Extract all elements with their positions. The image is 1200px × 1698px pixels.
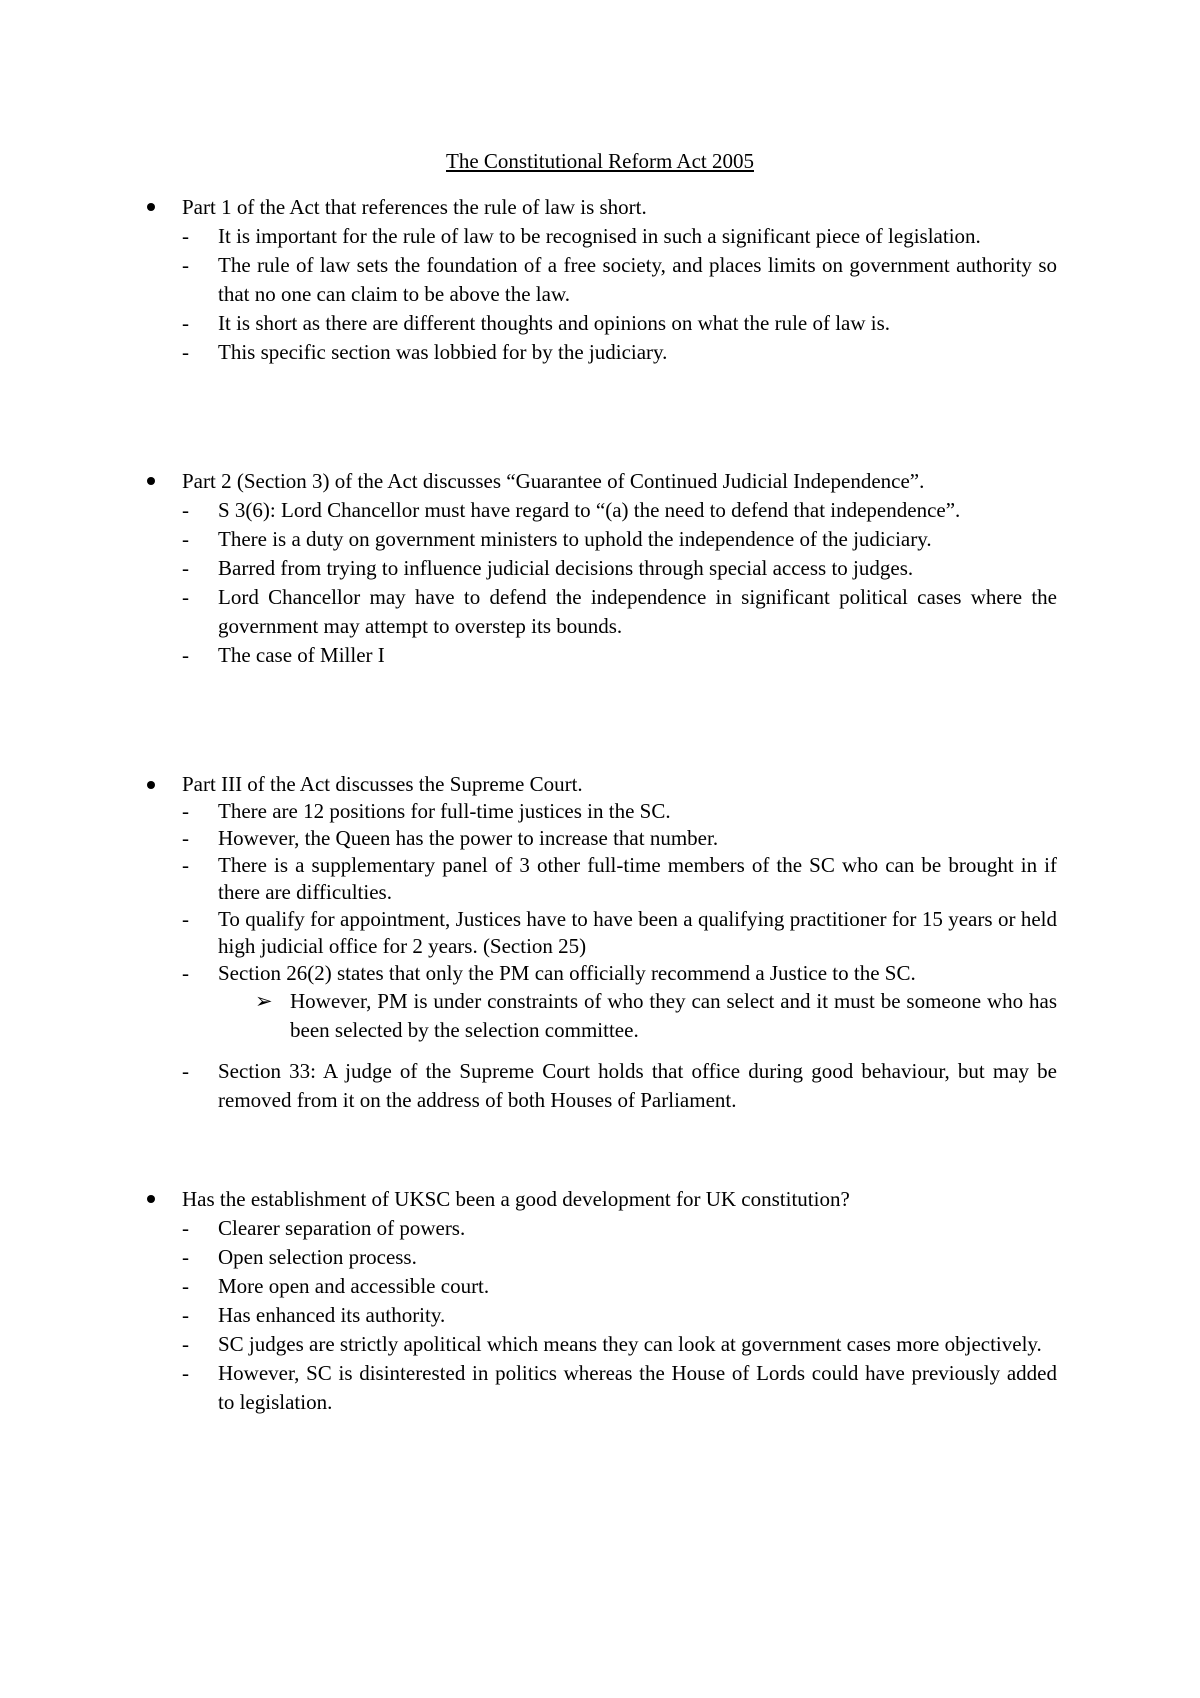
dash-icon: - — [182, 224, 189, 248]
bullet-icon — [147, 477, 155, 485]
list-item: - However, the Queen has the power to increase that number. — [182, 826, 719, 850]
section-heading — [145, 1185, 1057, 1214]
list-item: - Barred from trying to influence judicial decisions through special access to judges. — [145, 554, 1057, 583]
dash-icon: - — [182, 1059, 189, 1083]
section-heading — [145, 771, 1057, 798]
section-part-2 — [145, 467, 1057, 670]
bullet-icon — [147, 203, 155, 211]
section-heading-text: Part III of the Act discusses the Supreme Court. — [182, 772, 583, 796]
list-item: - There is a duty on government ministers to uphold the independence of the judiciary. — [145, 525, 1057, 554]
dash-icon: - — [182, 311, 189, 335]
list-item: - There is a supplementary panel of 3 other full-time members of the SC who can be brought in if there are difficulties. — [182, 853, 1057, 904]
list-item: - Has enhanced its authority. — [145, 1301, 1057, 1330]
dash-icon: - — [182, 585, 189, 609]
list-item: - The rule of law sets the foundation of a free society, and places limits on government authority so that no one can claim to be above the law. — [182, 253, 1057, 306]
dash-icon: - — [182, 1245, 189, 1269]
dash-icon: - — [182, 1361, 189, 1385]
list-item: - It is short as there are different thoughts and opinions on what the rule of law is. — [145, 309, 1057, 338]
list-item: - It is important for the rule of law to be recognised in such a significant piece of legislation. — [145, 222, 1057, 251]
dash-icon: - — [182, 643, 189, 667]
section-heading-text: Part 1 of the Act that references the rule of law is short. — [182, 195, 647, 219]
section-heading-text: Part 2 (Section 3) of the Act discusses “Guarantee of Continued Judicial Independence”. — [182, 469, 925, 493]
list-item: - However, SC is disinterested in politics whereas the House of Lords could have previously added to legislation. — [182, 1361, 1057, 1414]
dash-icon: - — [182, 498, 189, 522]
dash-icon: - — [182, 907, 189, 931]
dash-icon: - — [182, 1216, 189, 1240]
dash-icon: - — [182, 961, 189, 985]
list-item: - S 3(6): Lord Chancellor must have regard to “(a) the need to defend that independence”. — [145, 496, 1057, 525]
section-heading-text: Has the establishment of UKSC been a good development for UK constitution? — [182, 1187, 850, 1211]
arrow-bullet-icon: ➢ — [255, 989, 273, 1013]
section-uksc-development — [145, 1185, 1057, 1417]
list-item: - Section 33: A judge of the Supreme Court holds that office during good behaviour, but may be removed from it on the address of both Houses of Parliament. — [182, 1059, 1057, 1112]
dash-icon: - — [182, 1274, 189, 1298]
dash-icon: - — [182, 253, 189, 277]
section-heading — [145, 193, 1057, 222]
list-item: - More open and accessible court. — [145, 1272, 1057, 1301]
list-item: - The case of Miller I — [145, 641, 1057, 670]
dash-icon: - — [182, 340, 189, 364]
dash-icon: - — [182, 853, 189, 877]
list-item: - There are 12 positions for full-time justices in the SC. — [182, 799, 671, 823]
section-part-1 — [145, 193, 1057, 367]
section-part-3 — [145, 771, 1057, 1115]
bullet-icon — [147, 1195, 155, 1203]
bullet-icon — [147, 781, 155, 789]
list-item: - Section 26(2) states that only the PM can officially recommend a Justice to the SC. — [182, 961, 916, 985]
list-item: - To qualify for appointment, Justices have to have been a qualifying practitioner for 15 years or held high judicial office for 2 years. (Section 25) — [182, 907, 1057, 958]
list-item: - Lord Chancellor may have to defend the independence in significant political cases where the government may attempt to overstep its bounds. — [182, 585, 1057, 638]
dash-icon: - — [182, 527, 189, 551]
list-item: - SC judges are strictly apolitical which means they can look at government cases more objectively. — [145, 1330, 1057, 1359]
sub-list-item: ➢ However, PM is under constraints of who they can select and it must be someone who has been selected by the selection committee. — [255, 989, 1057, 1042]
dash-icon: - — [182, 826, 189, 850]
list-item: - Open selection process. — [145, 1243, 1057, 1272]
list-item: - Clearer separation of powers. — [145, 1214, 1057, 1243]
dash-icon: - — [182, 556, 189, 580]
page-title: The Constitutional Reform Act 2005 — [446, 149, 754, 173]
list-item: - This specific section was lobbied for by the judiciary. — [145, 338, 1057, 367]
dash-icon: - — [182, 1332, 189, 1356]
dash-icon: - — [182, 799, 189, 823]
section-heading — [145, 467, 1057, 496]
dash-icon: - — [182, 1303, 189, 1327]
